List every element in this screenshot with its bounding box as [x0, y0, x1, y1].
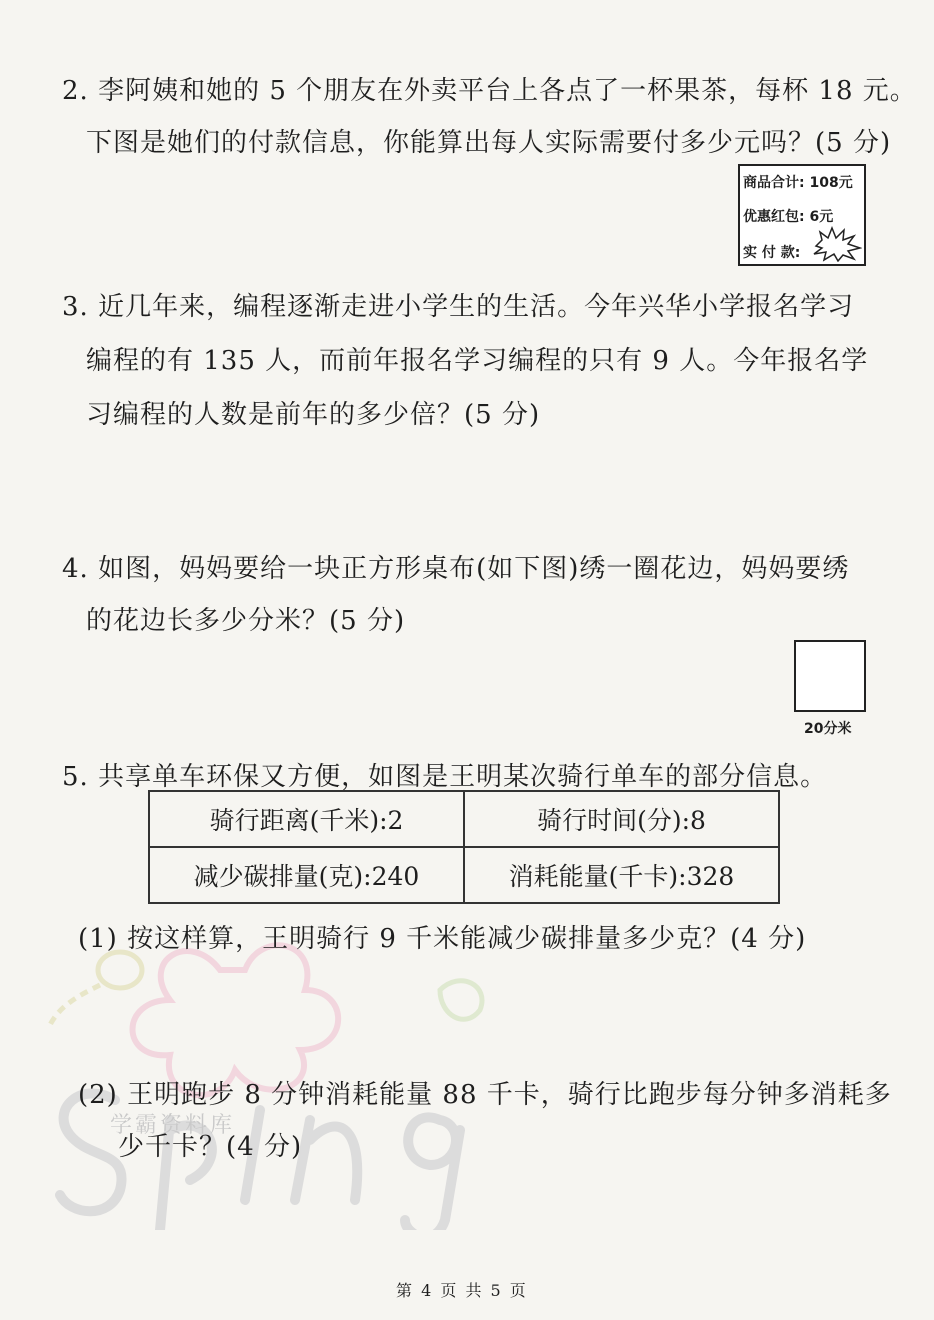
q5-sub2-line-2: 少千卡？(4 分) — [118, 1132, 303, 1162]
receipt-total: 商品合计: 108元 — [743, 175, 853, 191]
payment-receipt — [738, 164, 866, 266]
q4-line-1: 4. 如图，妈妈要给一块正方形桌布(如下图)绣一圈花边，妈妈要绣 — [62, 554, 850, 584]
q4-line-2: 的花边长多少分米？(5 分) — [86, 606, 406, 636]
riding-info-table — [148, 790, 780, 904]
receipt-paid: 实 付 款: — [743, 245, 801, 261]
square-tablecloth-figure — [794, 640, 866, 712]
table-row — [149, 847, 779, 903]
q2-line-2: 下图是她们的付款信息，你能算出每人实际需要付多少元吗？(5 分) — [86, 128, 892, 158]
square-side-label: 20分米 — [804, 721, 852, 737]
table-cell-distance: 骑行距离(千米):2 — [149, 791, 464, 847]
table-row — [149, 791, 779, 847]
watermark-text: 学霸资料库 — [110, 1113, 236, 1138]
q3-line-1: 3. 近几年来，编程逐渐走进小学生的生活。今年兴华小学报名学习 — [62, 292, 855, 322]
q3-line-3: 习编程的人数是前年的多少倍？(5 分) — [86, 400, 541, 430]
page-number-footer: 第 4 页 共 5 页 — [396, 1281, 528, 1300]
q3-line-2: 编程的有 135 人，而前年报名学习编程的只有 9 人。今年报名学 — [86, 346, 869, 376]
table-cell-time: 骑行时间(分):8 — [464, 791, 779, 847]
table-cell-carbon: 减少碳排量(克):240 — [149, 847, 464, 903]
receipt-discount: 优惠红包: 6元 — [743, 209, 834, 225]
q5-sub1: (1) 按这样算，王明骑行 9 千米能减少碳排量多少克？(4 分) — [78, 924, 807, 954]
table-cell-energy: 消耗能量(千卡):328 — [464, 847, 779, 903]
q5-sub2-line-1: (2) 王明跑步 8 分钟消耗能量 88 千卡，骑行比跑步每分钟多消耗多 — [78, 1080, 892, 1110]
q5-line-1: 5. 共享单车环保又方便，如图是王明某次骑行单车的部分信息。 — [62, 762, 828, 792]
q2-line-1: 2. 李阿姨和她的 5 个朋友在外卖平台上各点了一杯果茶，每杯 18 元。 — [62, 76, 917, 106]
ink-blot-icon — [810, 226, 862, 262]
